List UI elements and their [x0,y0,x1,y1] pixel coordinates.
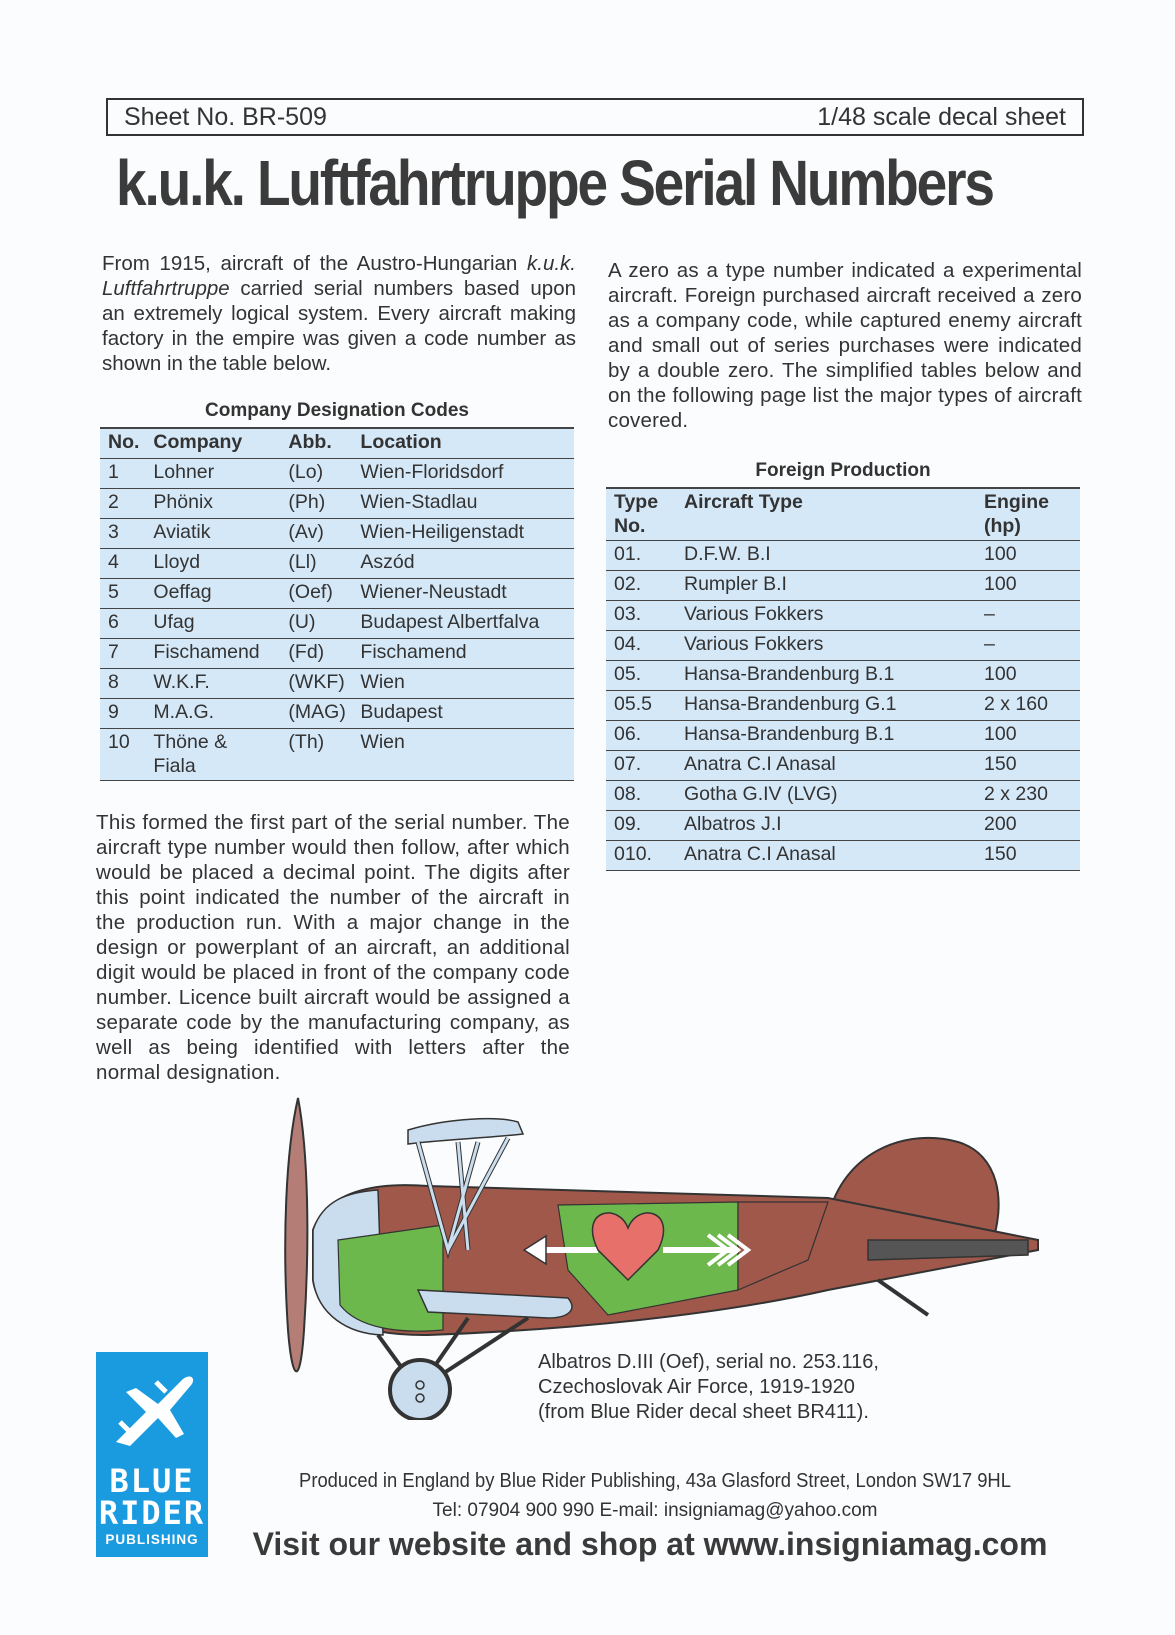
table-row [606,661,1080,691]
table-cell: 04. [606,631,676,661]
table-cell: 06. [606,721,676,751]
table-cell: – [976,601,1080,631]
table-row [100,699,574,729]
table-row [100,669,574,699]
table-cell: 03. [606,601,676,631]
table-row [100,609,574,639]
lower-paragraph: This formed the first part of the serial number. The aircraft type number would then follow, after which would be placed a decimal point. The digits after this point indicated the number of the aircraft in the production run. With a major change in the design or powerplant of an aircraft, an additional digit would be placed in front of the company code number. Licence built aircraft would be assigned a separate code by the manufacturing company, as well as being identified with letters after the normal designation. [96,811,570,1084]
sheet-header-box [106,98,1084,136]
table-cell: Anatra C.I Anasal [676,751,976,781]
footer-contact: Tel: 07904 900 990 E-mail: insigniamag@yahoo.com [432,1500,878,1521]
table-cell: 05.5 [606,691,676,721]
company-table-caption: Company Designation Codes [205,400,469,421]
table-header-row [606,488,1080,541]
table-cell: 6 [100,609,145,639]
table-cell: Wien [352,669,574,699]
footer-website: Visit our website and shop at www.insigniamag.com [252,1526,1048,1562]
table-row [606,691,1080,721]
table-cell: Fischamend [352,639,574,669]
table-cell: 2 [100,489,145,519]
table-cell: Albatros J.I [676,811,976,841]
table-cell: Various Fokkers [676,631,976,661]
table-cell: Wien-Floridsdorf [352,459,574,489]
table-cell: Wien-Stadlau [352,489,574,519]
table-cell: 2 x 230 [976,781,1080,811]
table-cell: (U) [280,609,352,639]
aircraft-caption: Albatros D.III (Oef), serial no. 253.116, Czechoslovak Air Force, 1919-1920 (from Blue Rider decal sheet BR411). [538,1351,879,1423]
table-cell: Ufag [145,609,280,639]
table-cell: Rumpler B.I [676,571,976,601]
table-row [100,489,574,519]
table-cell: 150 [976,751,1080,781]
tail-skid-icon [878,1280,928,1315]
table-cell: (Ph) [280,489,352,519]
table-row [606,541,1080,571]
column-header: Type No. [606,488,676,541]
column-header: No. [100,428,145,459]
table-cell: 05. [606,661,676,691]
table-cell: Phönix [145,489,280,519]
column-header: Engine (hp) [976,488,1080,541]
table-cell: D.F.W. B.I [676,541,976,571]
intro-paragraph: From 1915, aircraft of the Austro-Hungarian k.u.k. Luftfahrtruppe carried serial numbers based upon an extremely logical system. Every aircraft making factory in the empire was given a code number as shown in the table below. [102,252,576,375]
logo-line-blue: BLUE [109,1462,195,1500]
table-cell: 100 [976,541,1080,571]
table-cell: (WKF) [280,669,352,699]
table-row [100,729,574,781]
table-cell: Anatra C.I Anasal [676,841,976,871]
logo-line-publishing: PUBLISHING [105,1532,199,1547]
table-cell: (Lo) [280,459,352,489]
table-cell: (MAG) [280,699,352,729]
table-cell: 100 [976,571,1080,601]
table-row [100,549,574,579]
table-cell: 4 [100,549,145,579]
company-designation-table [100,427,574,781]
table-cell: Lloyd [145,549,280,579]
table-cell: 5 [100,579,145,609]
blue-rider-logo [96,1352,208,1557]
logo-line-rider: RIDER [98,1494,206,1532]
table-cell: Lohner [145,459,280,489]
table-row [100,459,574,489]
column-header: Company [145,428,280,459]
table-cell: Budapest Albertfalva [352,609,574,639]
table-row [606,781,1080,811]
column-header: Aircraft Type [676,488,976,541]
table-row [606,571,1080,601]
intro-italic: k.u.k. Luftfahrtruppe [102,252,576,300]
right-paragraph: A zero as a type number indicated a experimental aircraft. Foreign purchased aircraft received a zero as a company code, while captured enemy aircraft and small out of series purchases were indicated by a double zero. The simplified tables below and on the following page list the major types of aircraft covered. [608,259,1082,432]
table-cell: Fischamend [145,639,280,669]
table-cell: (Oef) [280,579,352,609]
table-cell: 7 [100,639,145,669]
footer-address: Produced in England by Blue Rider Publishing, 43a Glasford Street, London SW17 9HL [299,1470,1011,1492]
sheet-number: Sheet No. BR-509 [124,102,327,131]
wheel-icon [390,1360,450,1420]
table-row [100,519,574,549]
table-cell: Hansa-Brandenburg B.1 [676,661,976,691]
table-cell: 02. [606,571,676,601]
propeller-icon [285,1098,307,1371]
table-cell: 07. [606,751,676,781]
table-row [606,811,1080,841]
table-cell: 150 [976,841,1080,871]
table-cell: M.A.G. [145,699,280,729]
table-cell: (Av) [280,519,352,549]
table-cell: Aviatik [145,519,280,549]
table-cell: 3 [100,519,145,549]
table-cell: W.K.F. [145,669,280,699]
table-cell: (Th) [280,729,352,781]
column-header: Abb. [280,428,352,459]
table-cell: Hansa-Brandenburg G.1 [676,691,976,721]
table-cell: Budapest [352,699,574,729]
column-header: Location [352,428,574,459]
table-cell: Gotha G.IV (LVG) [676,781,976,811]
scale-label: 1/48 scale decal sheet [817,102,1066,131]
table-cell: Thöne & Fiala [145,729,280,781]
table-cell: (Fd) [280,639,352,669]
table-cell: 10 [100,729,145,781]
table-cell: – [976,631,1080,661]
table-cell: Wiener-Neustadt [352,579,574,609]
table-cell: 9 [100,699,145,729]
table-row [606,841,1080,871]
table-cell: 200 [976,811,1080,841]
table-row [100,579,574,609]
table-cell: Wien-Heiligenstadt [352,519,574,549]
table-cell: 100 [976,661,1080,691]
foreign-production-table [606,487,1080,871]
table-cell: 100 [976,721,1080,751]
table-row [606,721,1080,751]
logo-airplane-icon [96,1352,208,1462]
table-cell: Hansa-Brandenburg B.1 [676,721,976,751]
table-cell: 08. [606,781,676,811]
foreign-table-caption: Foreign Production [755,460,931,481]
table-cell: 2 x 160 [976,691,1080,721]
table-cell: Oeffag [145,579,280,609]
table-cell: (Ll) [280,549,352,579]
table-row [606,631,1080,661]
table-cell: 09. [606,811,676,841]
green-camo-icon [338,1225,443,1331]
table-cell: Various Fokkers [676,601,976,631]
page-title: k.u.k. Luftfahrtruppe Serial Numbers [116,147,993,219]
table-row [606,601,1080,631]
table-cell: Aszód [352,549,574,579]
table-cell: 010. [606,841,676,871]
table-cell: 8 [100,669,145,699]
table-cell: Wien [352,729,574,781]
table-cell: 01. [606,541,676,571]
table-row [100,639,574,669]
table-cell: 1 [100,459,145,489]
table-row [606,751,1080,781]
table-header-row [100,428,574,459]
